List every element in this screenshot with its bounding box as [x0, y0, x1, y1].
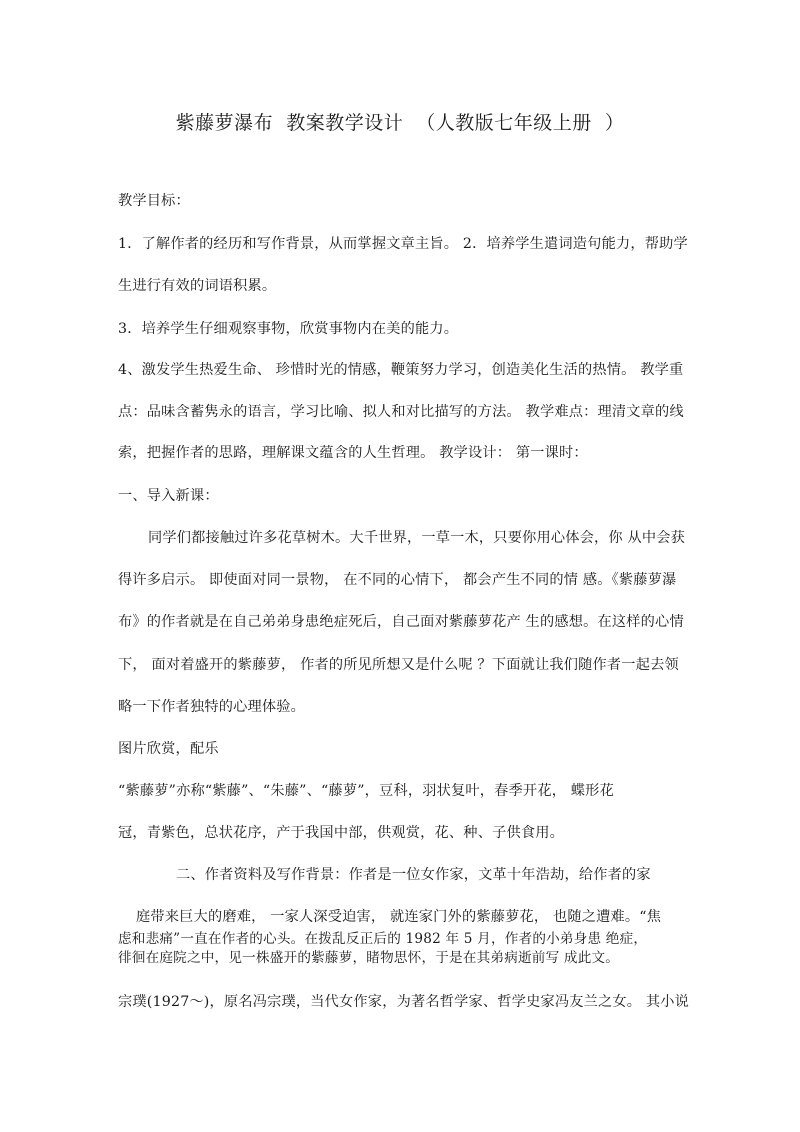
- text-line: 生进行有效的词语积累。: [118, 278, 277, 294]
- text-line: 冠，青紫色，总状花序，产于我国中部，供观赏，花、种、子供食用。: [118, 825, 565, 841]
- page-title: 紫藤萝瀑布 教案教学设计 （人教版七年级上册 ）: [175, 112, 625, 134]
- text-line: 4、激发学生热爱生命、 珍惜时光的情感，鞭策努力学习，创造美化生活的热情。 教学重: [118, 362, 684, 378]
- text-line: 略一下作者独特的心理体验。: [118, 699, 306, 715]
- text-line: 庭带来巨大的磨难， 一家人深受迫害， 就连家门外的紫藤萝花， 也随之遭难。“焦: [136, 909, 662, 925]
- text-line: 布》的作者就是在自己弟弟身患绝症死后，自己面对紫藤萝花产 生的感想。在这样的心情: [118, 614, 684, 630]
- text-line: “紫藤萝”亦称“紫藤”、“朱藤”、“藤萝”，豆科，羽状复叶，春季开花， 蝶形花: [118, 783, 614, 799]
- text-line: 1．了解作者的经历和写作背景，从而掌握文章主旨。 2．培养学生遣词造句能力，帮助学: [118, 236, 688, 252]
- section-heading-background: 二、作者资料及写作背景：作者是一位女作家，文革十年浩劫，给作者的家: [176, 867, 651, 883]
- text-line: 宗璞(1927～)，原名冯宗璞，当代女作家，为著名哲学家、哲学史家冯友兰之女。 其小说: [118, 994, 690, 1010]
- text-line: 虑和悲痛”一直在作者的心头。在拨乱反正后的 1982 年 5 月，作者的小弟身患 绝症，: [118, 931, 648, 947]
- section-heading-objectives: 教学目标：: [118, 193, 190, 209]
- text-line: 图片欣赏，配乐: [118, 741, 219, 757]
- text-line: 下， 面对着盛开的紫藤萝， 作者的所见所想又是什么呢 ？下面就让我们随作者一起去领: [118, 657, 679, 673]
- text-line: 点：品味含蓄隽永的语言，学习比喻、拟人和对比描写的方法。 教学难点：理清文章的线: [118, 404, 684, 420]
- section-heading-intro: 一、导入新课：: [118, 488, 219, 504]
- text-line: 3．培养学生仔细观察事物，欣赏事物内在美的能力。: [118, 321, 459, 337]
- text-line: 徘徊在庭院之中，见一株盛开的紫藤萝，睹物思怀，于是在其弟病逝前写 成此文。: [118, 950, 620, 966]
- text-line: 得许多启示。 即使面对同一景物， 在不同的心情下， 都会产生不同的情 感。《紫藤萝瀑: [118, 572, 677, 588]
- text-line: 同学们都接触过许多花草树木。大千世界，一草一木，只要你用心体会，你 从中会获: [148, 530, 686, 546]
- text-line: 索，把握作者的思路，理解课文蕴含的人生哲理。 教学设计： 第一课时：: [118, 445, 588, 461]
